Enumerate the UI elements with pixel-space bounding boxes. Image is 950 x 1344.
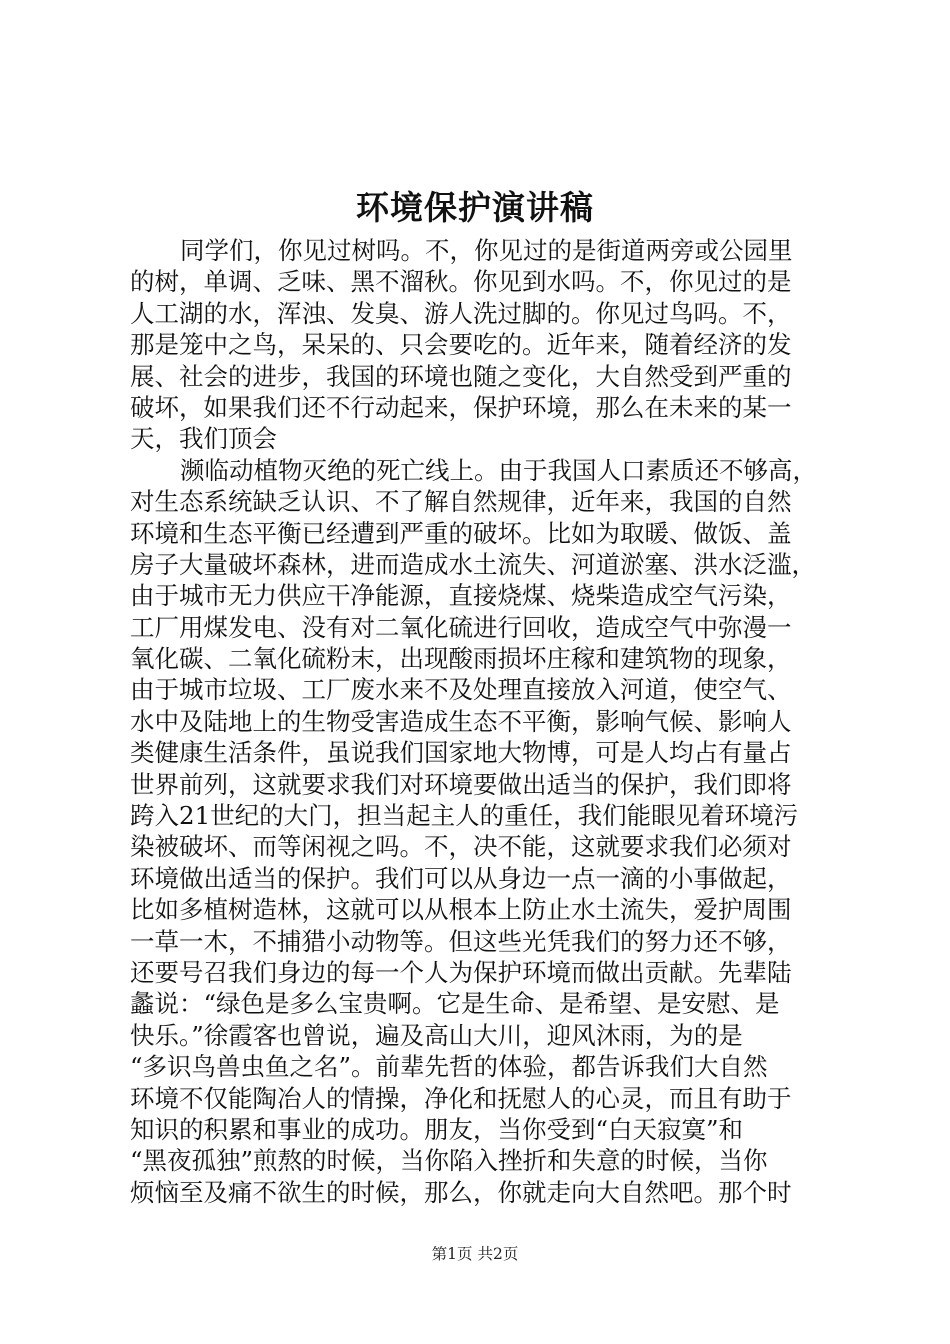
paragraph-line: 染被破坏、而等闲视之吗。不，决不能，这就要求我们必须对 xyxy=(130,832,792,862)
paragraph-line: 天，我们顶会 xyxy=(130,424,277,454)
paragraph-line: 环境做出适当的保护。我们可以从身边一点一滴的小事做起， xyxy=(130,863,792,893)
paragraph-line: 环境不仅能陶冶人的情操，净化和抚慰人的心灵，而且有助于 xyxy=(130,1083,792,1113)
paragraph-line: “多识鸟兽虫鱼之名”。前辈先哲的体验，都告诉我们大自然 xyxy=(130,1052,768,1082)
document-title: 环境保护演讲稿 xyxy=(356,188,594,227)
paragraph-line: 水中及陆地上的生物受害造成生态不平衡，影响气候、影响人 xyxy=(130,706,792,736)
paragraph-line: 比如多植树造林，这就可以从根本上防止水土流失，爱护周围 xyxy=(130,895,792,925)
paragraph-line: 那是笼中之鸟，呆呆的、只会要吃的。近年来，随着经济的发 xyxy=(130,330,792,360)
paragraph-line: 房子大量破坏森林，进而造成水土流失、河道淤塞、洪水泛滥， xyxy=(130,549,816,579)
paragraph-line: 烦恼至及痛不欲生的时候，那么，你就走向大自然吧。那个时 xyxy=(130,1177,792,1207)
paragraph-line: 知识的积累和事业的成功。朋友，当你受到“白天寂寞”和 xyxy=(130,1114,744,1144)
paragraph-line: 环境和生态平衡已经遭到严重的破坏。比如为取暖、做饭、盖 xyxy=(130,518,792,548)
paragraph-line: 对生态系统缺乏认识、不了解自然规律，近年来，我国的自然 xyxy=(130,487,792,517)
paragraph-line: 蠡说：“绿色是多么宝贵啊。它是生命、是希望、是安慰、是 xyxy=(130,989,780,1019)
paragraph-line: 展、社会的进步，我国的环境也随之变化，大自然受到严重的 xyxy=(130,361,792,391)
paragraph-line: 世界前列，这就要求我们对环境要做出适当的保护，我们即将 xyxy=(130,769,792,799)
paragraph-line: 类健康生活条件，虽说我们国家地大物博，可是人均占有量占 xyxy=(130,738,792,768)
document-body xyxy=(130,235,850,1208)
paragraph-line: “黑夜孤独”煎熬的时候，当你陷入挫折和失意的时候，当你 xyxy=(130,1146,768,1176)
paragraph-line: 的树，单调、乏味、黑不溜秋。你见到水吗。不，你见过的是 xyxy=(130,267,792,297)
paragraph-line: 由于城市无力供应干净能源，直接烧煤、烧柴造成空气污染， xyxy=(130,581,792,611)
page-footer: 第1页 共2页 xyxy=(431,1245,519,1263)
paragraph-line: 一草一木，不捕猎小动物等。但这些光凭我们的努力还不够， xyxy=(130,926,792,956)
paragraph-line: 破坏，如果我们还不行动起来，保护环境，那么在未来的某一 xyxy=(130,392,792,422)
paragraph-line: 由于城市垃圾、工厂废水来不及处理直接放入河道，使空气、 xyxy=(130,675,792,705)
paragraph-line: 同学们，你见过树吗。不，你见过的是街道两旁或公园里 xyxy=(180,236,793,265)
paragraph-line: 快乐。”徐霞客也曾说，遍及高山大川，迎风沐雨，为的是 xyxy=(130,1020,743,1050)
paragraph-line: 氧化碳、二氧化硫粉末，出现酸雨损坏庄稼和建筑物的现象， xyxy=(130,644,792,674)
paragraph-line: 人工湖的水，浑浊、发臭、游人洗过脚的。你见过鸟吗。不， xyxy=(130,298,792,328)
paragraph-line: 濒临动植物灭绝的死亡线上。由于我国人口素质还不够高， xyxy=(180,455,817,485)
paragraph-line: 工厂用煤发电、没有对二氧化硫进行回收，造成空气中弥漫一 xyxy=(130,612,792,642)
paragraph-line: 还要号召我们身边的每一个人为保护环境而做出贡献。先辈陆 xyxy=(130,957,792,987)
paragraph-line: 跨入21世纪的大门，担当起主人的重任，我们能眼见着环境污 xyxy=(130,801,799,831)
